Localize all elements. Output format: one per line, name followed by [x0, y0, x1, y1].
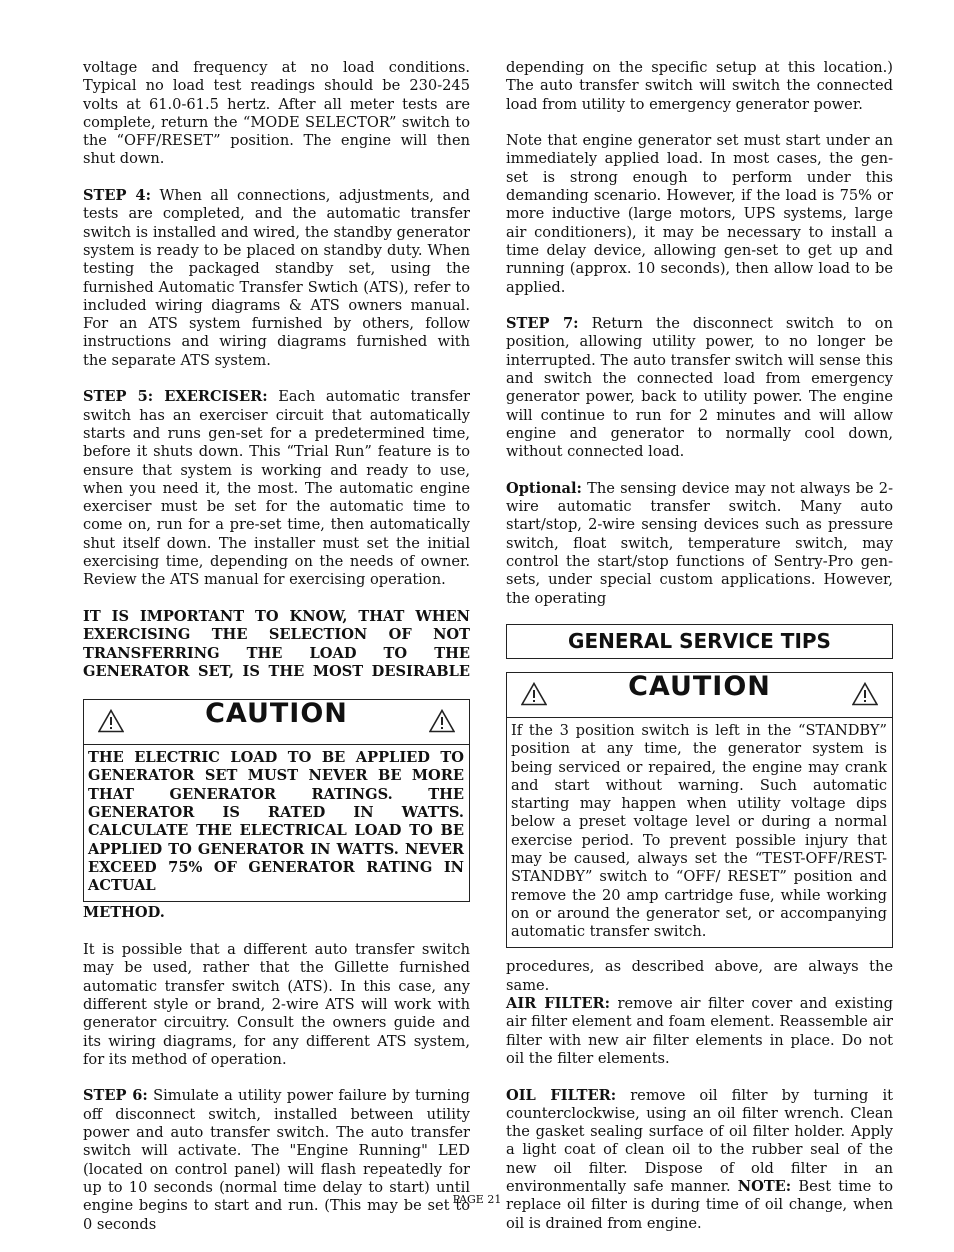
- general-service-tips-heading: GENERAL SERVICE TIPS: [506, 624, 893, 659]
- caution-header: [507, 670, 892, 718]
- important-notice: IT IS IMPORTANT TO KNOW, THAT WHEN EXERCISING THE SELECTION OF NOT TRANSFERRING THE LOAD TO THE GENERATOR SET, IS THE MOST DESIRABLE: [83, 607, 470, 680]
- optional-label: Optional:: [506, 479, 582, 497]
- step7-label: STEP 7:: [506, 315, 579, 333]
- optional-paragraph: [506, 480, 893, 608]
- step6-label: STEP 6:: [83, 1087, 148, 1105]
- step4-paragraph: [83, 187, 470, 370]
- optional-text: The sensing device may not always be 2-wire automatic transfer switch. Many auto start/stop, 2-wire sensing devices such as pressure switch, float switch, temperature switch, may control the start/stop functions of Sentry-Pro gen-sets, under special custom applications. However, the operating: [506, 479, 893, 607]
- step6-text: Simulate a utility power failure by turning off disconnect switch, installed between utility power and auto transfer switch. The auto transfer switch will activate. The "Engine Running" LED (located on control panel) will flash repeatedly for up to 10 seconds (normal time delay to start) until engine begins to start and run. (This may be set to 0 seconds: [83, 1087, 470, 1233]
- step6-paragraph: [83, 1087, 470, 1233]
- step4-label: STEP 4:: [83, 187, 151, 205]
- procedures-paragraph: procedures, as described above, are always the same.: [506, 958, 893, 994]
- step7-text: Return the disconnect switch to on position, allowing utility power, to no longer be interrupted. The auto transfer switch will sense this and switch the connected load from emergency generator power, back to utility power. The engine will continue to run for 2 minutes and will allow engine and generator to normally cool down, without connected load.: [506, 315, 893, 461]
- oil-filter-label: OIL FILTER:: [506, 1086, 617, 1104]
- air-filter-text: remove air filter cover and existing air filter element and foam element. Reassemble air filter with new air filter elements in place. Do not oil the filter elements.: [506, 995, 893, 1067]
- step5-label: STEP 5: EXERCISER:: [83, 388, 268, 406]
- step4-text: When all connections, adjustments, and tests are completed, and the automatic transfer switch is installed and wired, the standby generator system is ready to be placed on standby duty. When testing the packaged standby set, using the furnished Automatic Transfer Swtich (ATS), refer to included wiring diagrams & ATS owners manual. For an ATS system furnished by others, follow instructions and wiring diagrams furnished with the separate ATS system.: [83, 187, 470, 369]
- caution-header: [84, 700, 469, 745]
- right-column: [506, 59, 893, 1251]
- caution-text: If the 3 position switch is left in the “STANDBY” position at any time, the generator system is being serviced or repaired, the engine may crank and start without warning. Such automatic starting may happen when utility voltage dips below a preset voltage level or during a normal exercise period. To prevent possible injury that may be caused, always set the “TEST-OFF/REST-STANDBY” switch to “OFF/ RESET” position and remove the 20 amp cartridge fuse, while working on or around the generator set, or accompanying automatic transfer switch.: [511, 721, 887, 941]
- warning-triangle-icon: [852, 682, 878, 706]
- caution-title: CAUTION: [628, 670, 771, 702]
- load-note-paragraph: Note that engine generator set must start under an immediately applied load. In most cases, the gen-set is strong enough to perform under this demanding scenario. However, if the load is 75% or more inductive (large motors, UPS systems, large air conditioners), it may be necessary to install a time delay device, allowing gen-set to get up and running (approx. 10 seconds), then allow load to be applied.: [506, 132, 893, 296]
- air-filter-paragraph: [506, 995, 893, 1068]
- step5-text: Each automatic transfer switch has an exerciser circuit that automatically starts and runs gen-set for a predetermined time, before it shuts down. This “Trial Run” feature is to ensure that system is working and ready to use, when you need it, the most. The automatic engine exerciser must be set for the automatic time to come on, run for a pre-set time, then automatically shut itself down. The installer must set the initial exercising time, depending on the needs of owner. Review the ATS manual for exercising operation.: [83, 388, 470, 589]
- intro-paragraph: voltage and frequency at no load conditions. Typical no load test readings should be 230-245 volts at 61.0-61.5 hertz. After all meter tests are complete, return the “MODE SELECTOR” switch to the “OFF/RESET” position. The engine will then shut down.: [83, 59, 470, 168]
- oil-filter-paragraph: [506, 1087, 893, 1233]
- step5-paragraph: [83, 388, 470, 589]
- caution-method: METHOD.: [83, 904, 165, 922]
- page-number: PAGE 21: [452, 1193, 502, 1206]
- transfer-paragraph: depending on the specific setup at this location.) The auto transfer switch will switch the connected load from utility to emergency generator power.: [506, 59, 893, 113]
- caution-title: CAUTION: [205, 698, 348, 730]
- left-column: [83, 59, 470, 1252]
- warning-triangle-icon: [429, 709, 455, 733]
- caution-box-right: [506, 672, 893, 949]
- step7-paragraph: [506, 315, 893, 461]
- ats-paragraph: It is possible that a different auto transfer switch may be used, rather that the Gillette furnished automatic transfer switch (ATS). In this case, any different style or brand, 2-wire ATS will work with generator circuitry. Consult the owners guide and its wiring diagrams, for any different ATS system, for its method of operation.: [83, 941, 470, 1068]
- note-label: NOTE:: [737, 1178, 792, 1196]
- caution-box-left: [83, 699, 470, 902]
- caution-text: THE ELECTRIC LOAD TO BE APPLIED TO GENERATOR SET MUST NEVER BE MORE THAT GENERATOR RATINGS. THE GENERATOR IS RATED IN WATTS. CALCULATE THE ELECTRICAL LOAD TO BE APPLIED TO GENERATOR IN WATTS. NEVER EXCEED 75% OF GENERATOR RATING IN ACTUAL: [88, 749, 464, 895]
- air-filter-label: AIR FILTER:: [506, 995, 610, 1013]
- note-text: Best time to replace oil filter is during time of oil change, when oil is drained from engine.: [506, 1178, 893, 1232]
- oil-filter-text: remove oil filter by turning it counterclockwise, using an oil filter wrench. Clean the gasket sealing surface of oil filter holder. Apply a light coat of clean oil to the rubber seal of the new oil filter. Dispose of old filter in an environmentally safe manner.: [506, 1086, 893, 1196]
